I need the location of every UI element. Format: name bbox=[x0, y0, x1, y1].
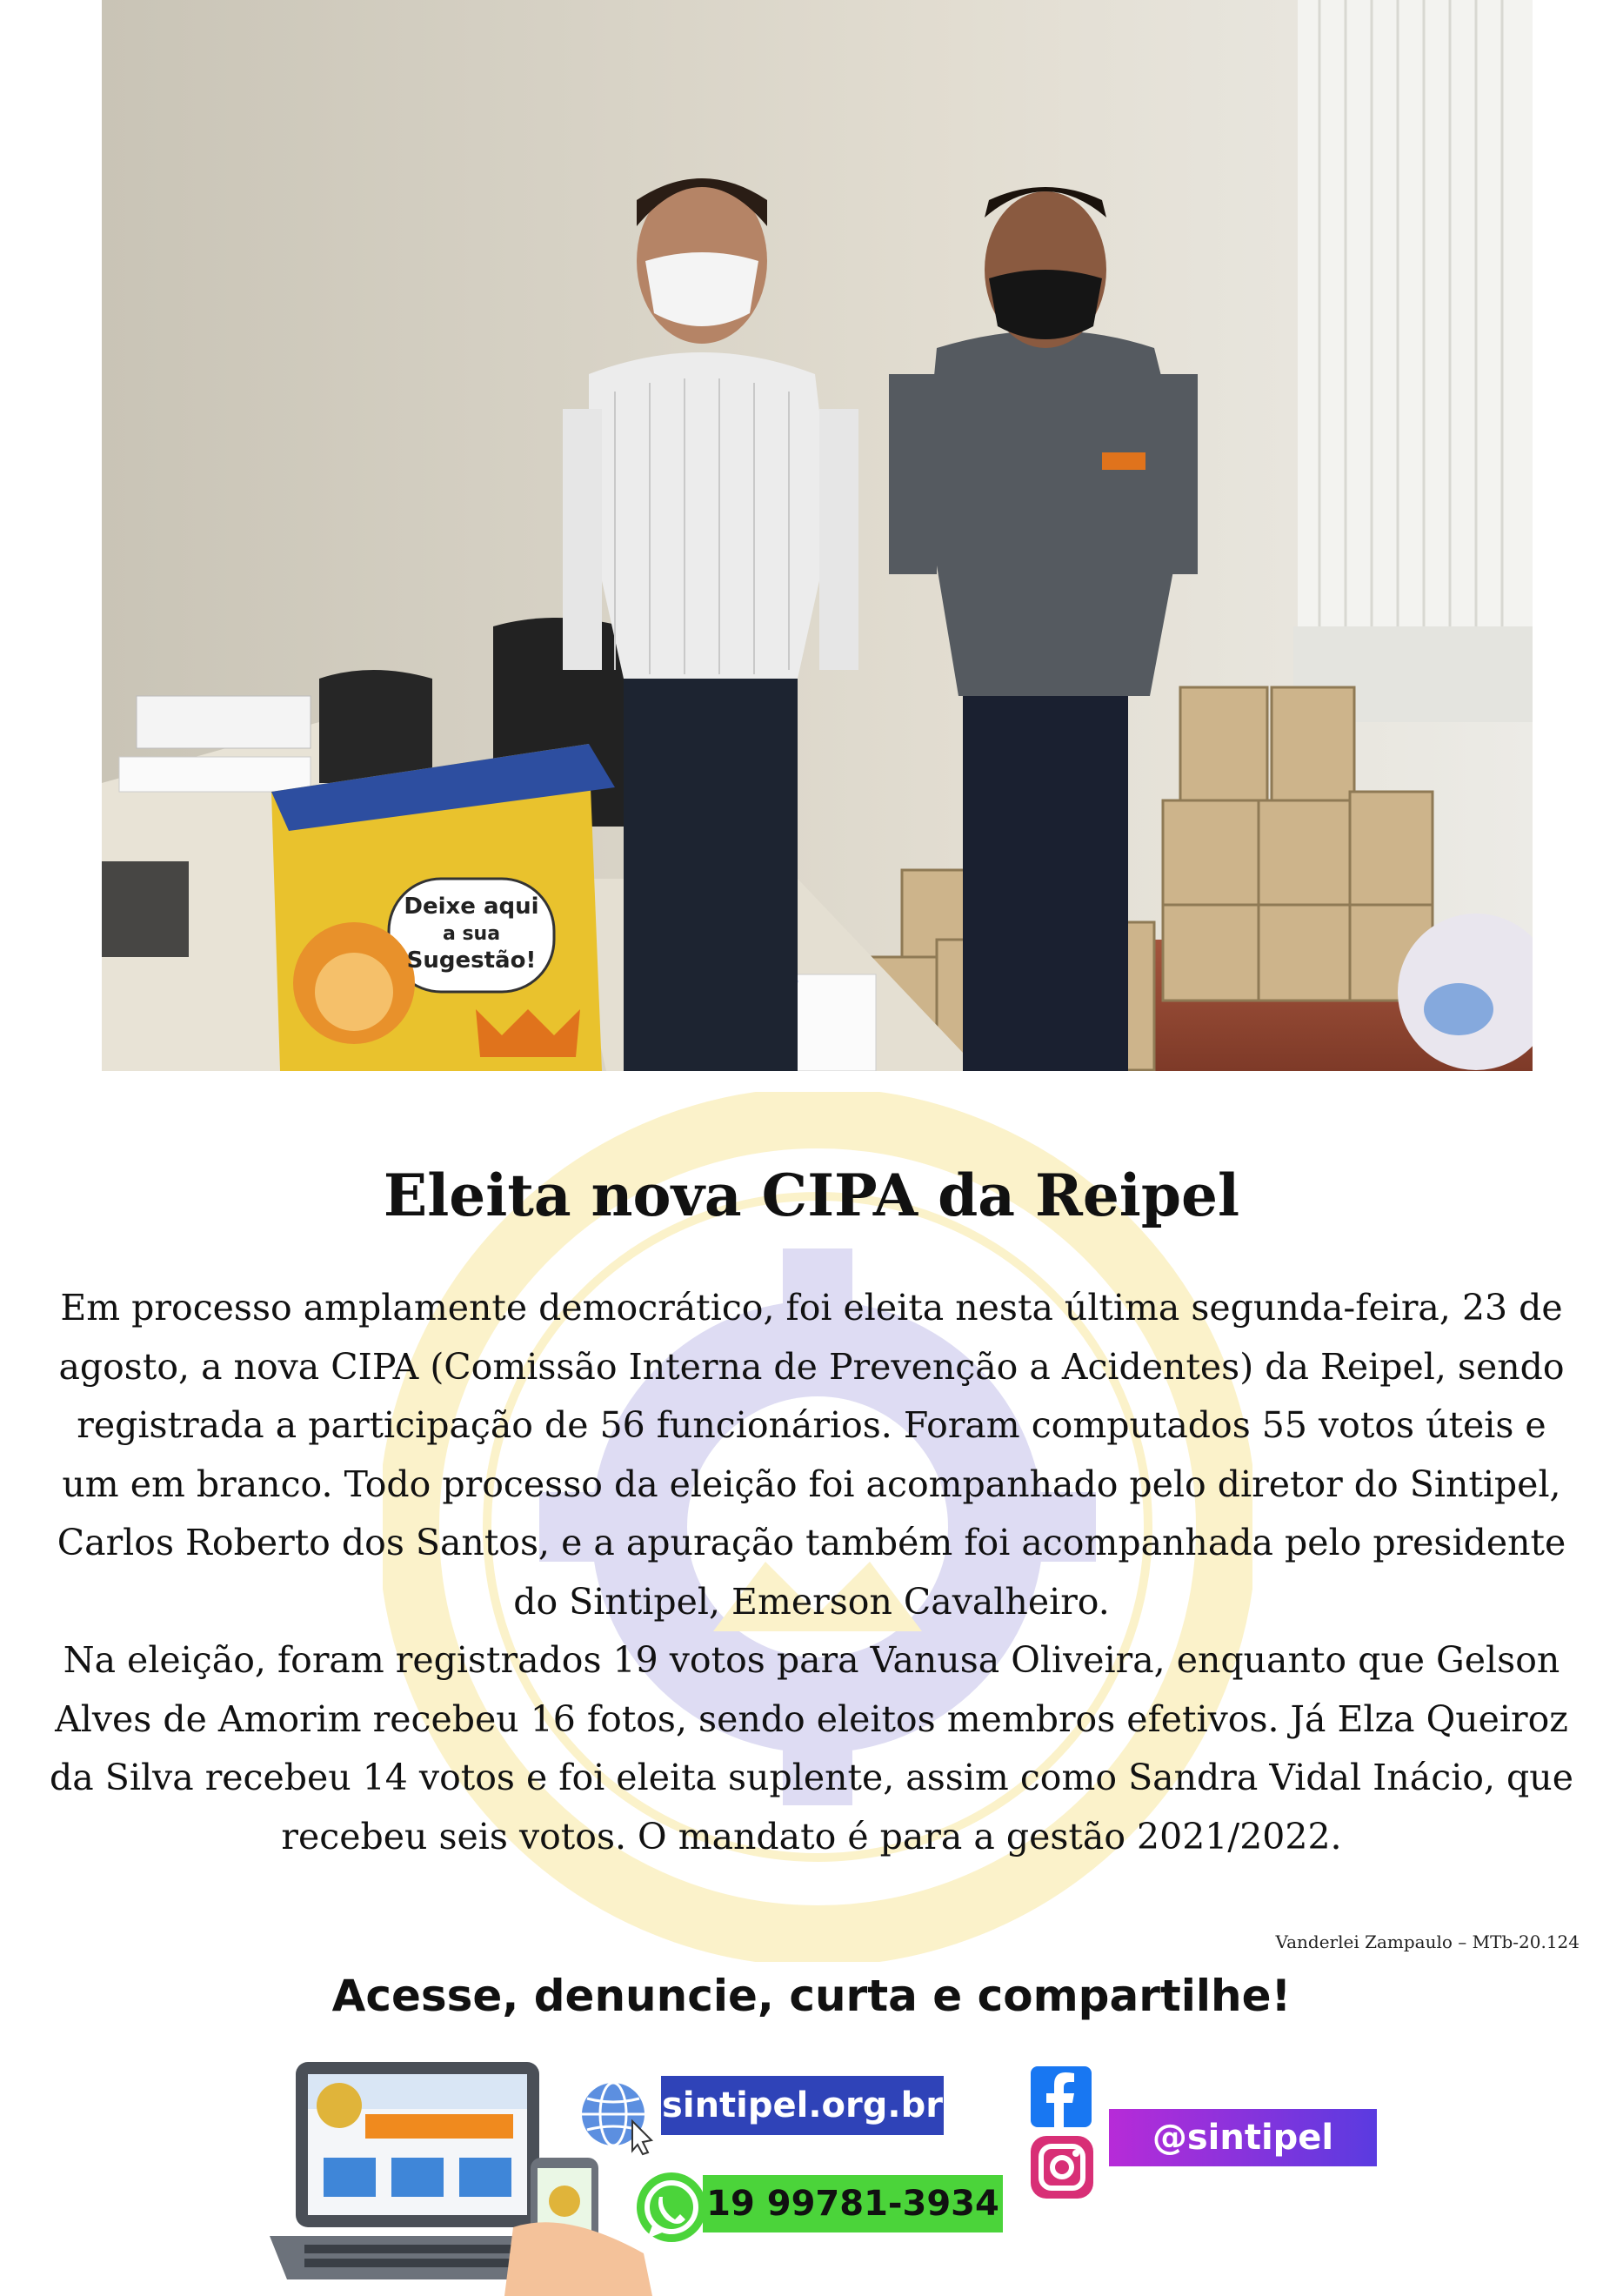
whatsapp-phone-link[interactable]: 19 99781-3934 bbox=[703, 2175, 1003, 2232]
article-body bbox=[43, 1279, 1580, 1866]
website-link[interactable]: sintipel.org.br bbox=[661, 2076, 944, 2135]
article-paragraph-2: Na eleição, foram registrados 19 votos para Vanusa Oliveira, enquanto que Gelson Alves de Amorim recebeu 16 fotos, sendo eleitos membros efetivos. Já Elza Queiroz da Silva recebeu 14 votos e foi eleita suplente, assim como Sandra Vidal Inácio, que recebeu seis votos. O mandato é para a gestão 2021/2022. bbox=[50, 1639, 1573, 1858]
author-credit: Vanderlei Zampaulo – MTb-20.124 bbox=[1275, 1931, 1580, 1952]
window-blinds bbox=[1293, 0, 1533, 722]
article-title: Eleita nova CIPA da Reipel bbox=[383, 1161, 1240, 1229]
instagram-icon bbox=[1031, 2136, 1093, 2199]
ballot-box-label-line-2: a sua bbox=[442, 923, 501, 945]
ballot-box-label-line-1: Deixe aqui bbox=[404, 894, 539, 920]
article-paragraph-1: Em processo amplamente democrático, foi eleita nesta última segunda-feira, 23 de agosto, a nova CIPA (Comissão Interna de Prevenção a Acidentes) da Reipel, sendo registrada a participação de 56 funcionários. Foram computados 55 votos úteis e um em branco. Todo processo da eleição foi acompanhado pelo diretor do Sintipel, Carlos Roberto dos Santos, e a apuração também foi acompanhada pelo presidente do Sintipel, Emerson Cavalheiro. bbox=[57, 1287, 1566, 1623]
social-handle-link[interactable]: @sintipel bbox=[1109, 2109, 1377, 2166]
ballot-box-label-line-3: Sugestão! bbox=[406, 947, 537, 974]
facebook-icon bbox=[1031, 2066, 1092, 2127]
office-scene-illustration bbox=[102, 0, 1533, 1071]
ballot-box bbox=[271, 744, 615, 1071]
globe-icon bbox=[582, 2083, 651, 2154]
call-to-action: Acesse, denuncie, curta e compartilhe! bbox=[331, 1971, 1292, 2021]
whatsapp-icon bbox=[637, 2172, 706, 2242]
article-photo bbox=[102, 0, 1533, 1071]
